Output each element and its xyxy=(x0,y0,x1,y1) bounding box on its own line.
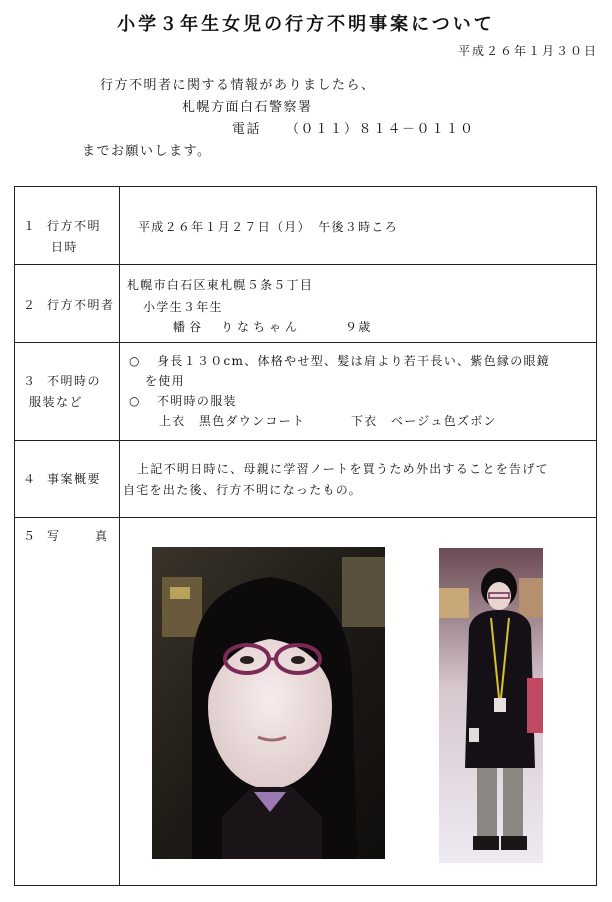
police-station: 札幌方面白石警察署 xyxy=(182,100,313,115)
row4-label: 事案概要 xyxy=(47,472,102,486)
address: 札幌市白石区東札幌５条５丁目 xyxy=(127,278,314,292)
row1-label-b: 日時 xyxy=(51,240,79,254)
bullet-marker: ○ xyxy=(129,354,141,368)
info-table xyxy=(14,186,597,886)
glasses-note: を使用 xyxy=(145,374,185,388)
row3-label-b: 服装など xyxy=(29,395,84,409)
missing-datetime: 平成２６年１月２７日（月） 午後３時ころ xyxy=(138,220,399,234)
contact-line-4: までお願いします。 xyxy=(82,144,212,159)
notice-date: 平成２６年１月３０日 xyxy=(457,44,598,58)
full-body-photo xyxy=(439,548,543,863)
row1-number: １ xyxy=(23,219,37,233)
physical-description: 身長１３０cm、体格やせ型、髪は肩より若干長い、紫色縁の眼鏡 xyxy=(157,354,551,368)
row-divider xyxy=(15,517,596,518)
contact-line-1: 行方不明者に関する情報がありましたら、 xyxy=(100,78,376,93)
portrait-photo xyxy=(152,547,385,859)
phone-label: 電話 xyxy=(232,122,262,137)
row2-number: ２ xyxy=(23,298,37,312)
bottom-wear: 下衣 ベージュ色ズボン xyxy=(351,414,497,428)
table-column-divider xyxy=(119,187,120,885)
row3-number: ３ xyxy=(23,374,37,388)
row-divider xyxy=(15,264,596,265)
child-age: ９歳 xyxy=(345,320,372,334)
row5-number: ５ xyxy=(23,529,37,543)
grade: 小学生３年生 xyxy=(143,300,223,314)
bullet-marker: ○ xyxy=(129,394,141,408)
row1-label-a: 行方不明 xyxy=(47,219,102,233)
top-wear: 上衣 黒色ダウンコート xyxy=(159,414,306,428)
row3-label-a: 不明時の xyxy=(47,374,102,388)
summary-line-2: 自宅を出た後、行方不明になったもの。 xyxy=(123,483,362,497)
phone-number: （０１１）８１４－０１１０ xyxy=(286,122,475,137)
row-divider xyxy=(15,342,596,343)
child-name: 幡谷 りなちゃん xyxy=(173,320,302,334)
clothing-heading: 不明時の服装 xyxy=(157,394,237,408)
row-divider xyxy=(15,440,596,441)
row4-number: ４ xyxy=(23,472,37,486)
row2-label: 行方不明者 xyxy=(47,298,115,312)
page-title: 小学３年生女児の行方不明事案について xyxy=(117,14,495,35)
row5-label-b: 真 xyxy=(95,529,109,543)
summary-line-1: 上記不明日時に、母親に学習ノートを買うため外出することを告げて xyxy=(137,462,549,476)
row5-label-a: 写 xyxy=(47,529,61,543)
